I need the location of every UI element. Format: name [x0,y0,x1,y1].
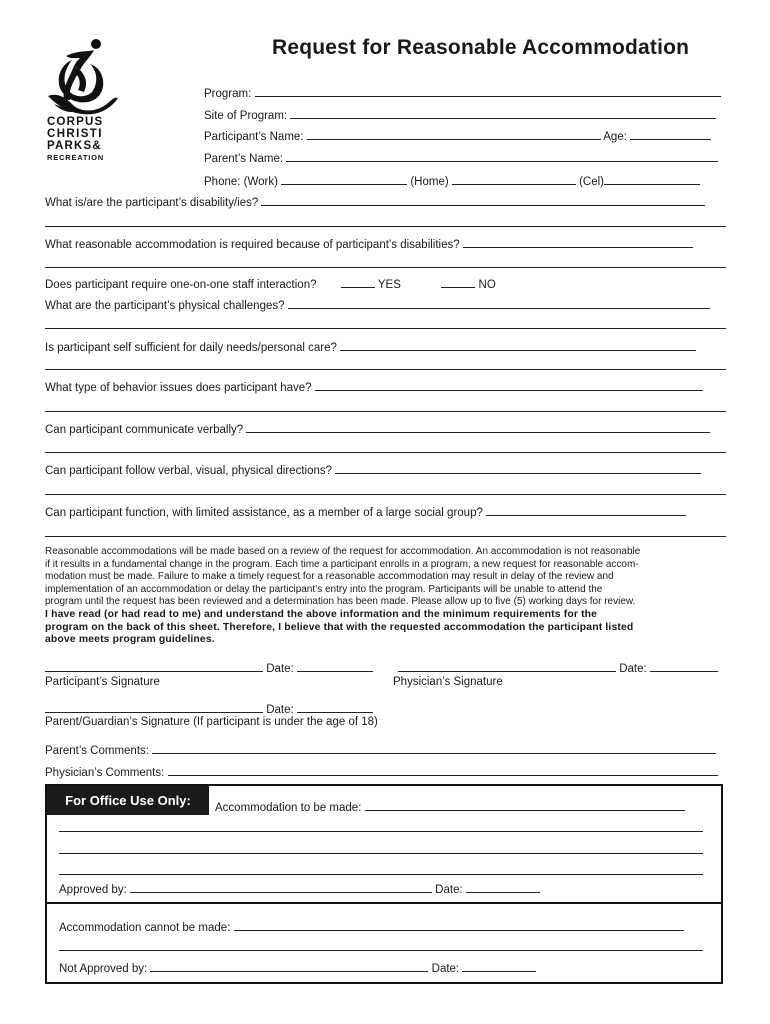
parent-name-field[interactable] [204,150,718,165]
phone-cel-input[interactable] [604,173,700,185]
phone-home-input[interactable] [452,173,576,185]
question-physical-label: What are the participant’s physical challenges? [45,300,285,312]
site-label: Site of Program: [204,110,288,122]
no-option: NO [478,279,496,291]
self-sufficient-input-line-2[interactable] [45,369,726,370]
policy-line: if it results in a fundamental change in the program. Each time a participant enrolls in a program, a new request for reasonable accom- [45,558,639,570]
participant-name-label: Participant’s Name: [204,131,304,143]
age-label: Age: [603,131,627,143]
behavior-input-line-2[interactable] [45,411,726,412]
parent-signature-field[interactable] [45,701,373,716]
acknowledgement-line: above meets program guidelines. [45,634,215,646]
social-group-input[interactable] [486,504,686,516]
cannot-be-made-line-2[interactable] [59,950,703,951]
physician-comments-field[interactable] [45,764,726,780]
program-input[interactable] [255,85,721,97]
not-approved-date-label: Date: [431,963,460,975]
acknowledgement-line: program on the back of this sheet. Therefore, I believe that with the requested accommodation the participant listed [45,621,634,633]
accommodation-made-label: Accommodation to be made: [215,802,362,814]
behavior-input[interactable] [315,379,703,391]
physical-input[interactable] [288,297,710,309]
physical-input-line-2[interactable] [45,328,726,329]
question-physical [45,297,726,313]
cannot-be-made-input[interactable] [234,919,684,931]
question-social-group-label: Can participant function, with limited assistance, as a member of a large social group? [45,507,483,519]
physician-date-label: Date: [619,663,647,675]
phone-cel-label: (Cel) [579,176,605,188]
acknowledgement-line: I have read (or had read to me) and understand the above information and the minimum requirements for the [45,608,598,620]
approved-by-label: Approved by: [59,884,127,896]
parent-date-input[interactable] [297,701,373,713]
not-approved-date-input[interactable] [462,960,536,972]
policy-line: modation must be made. Failure to make a timely request for a reasonable accommodation may result in delay of the review and [45,571,614,583]
parks-figure-icon [44,36,120,116]
parent-comments-input[interactable] [152,742,716,754]
question-one-on-one-label: Does participant require one-on-one staff interaction? [45,279,317,291]
disability-input-line-2[interactable] [45,226,726,227]
question-accommodation-label: What reasonable accommodation is required because of participant’s disabilities? [45,239,460,251]
parent-signature-input[interactable] [45,701,263,713]
parent-signature-label: Parent/Guardian’s Signature (If participant is under the age of 18) [45,716,378,728]
site-input[interactable] [290,107,716,119]
physician-signature-label: Physician’s Signature [393,676,503,688]
question-disability-label: What is/are the participant’s disability/ies? [45,197,259,209]
accommodation-made-input[interactable] [365,799,685,811]
approved-by-input[interactable] [130,881,432,893]
question-disability [45,194,726,210]
not-approved-by-input[interactable] [150,960,428,972]
question-behavior [45,379,726,395]
physician-signature-input[interactable] [398,660,616,672]
question-self-sufficient-label: Is participant self sufficient for daily needs/personal care? [45,342,337,354]
yes-option: YES [377,279,401,291]
no-blank[interactable] [441,276,475,288]
not-approved-by-field[interactable] [59,960,703,975]
accommodation-made-field[interactable] [215,799,685,814]
cannot-be-made-field[interactable] [59,919,703,934]
logo-line-3: PARKS& [47,140,102,152]
communicate-input-line-2[interactable] [45,452,726,453]
question-social-group [45,504,726,520]
question-communicate-label: Can participant communicate verbally? [45,424,244,436]
site-field[interactable] [204,107,716,122]
question-directions-label: Can participant follow verbal, visual, physical directions? [45,465,333,477]
not-approved-by-label: Not Approved by: [59,963,148,975]
logo-line-4: RECREATION [47,153,105,162]
parent-name-input[interactable] [286,150,718,162]
participant-name-field[interactable] [204,128,711,143]
approved-date-input[interactable] [466,881,540,893]
program-field[interactable] [204,85,721,100]
self-sufficient-input[interactable] [340,339,696,351]
question-behavior-label: What type of behavior issues does participant have? [45,382,312,394]
policy-paragraph [45,546,730,647]
parent-comments-label: Parent’s Comments: [45,745,149,757]
logo-line-1: CORPUS [47,116,104,128]
participant-signature-input[interactable] [45,660,263,672]
communicate-input[interactable] [246,421,710,433]
question-directions [45,462,726,478]
phone-work-input[interactable] [281,173,407,185]
cannot-be-made-label: Accommodation cannot be made: [59,922,231,934]
physician-comments-label: Physician’s Comments: [45,767,165,779]
office-use-divider [45,902,723,904]
question-self-sufficient [45,339,726,355]
disability-input[interactable] [261,194,705,206]
social-group-input-line-2[interactable] [45,536,726,537]
parent-comments-field[interactable] [45,742,726,758]
approved-by-field[interactable] [59,881,703,896]
accommodation-input-line-2[interactable] [45,267,726,268]
question-accommodation [45,236,726,252]
parent-name-label: Parent’s Name: [204,153,284,165]
question-communicate [45,421,726,437]
physician-signature-field[interactable] [398,660,718,675]
parent-date-label: Date: [266,704,294,716]
participant-date-input[interactable] [297,660,373,672]
page-title: Request for Reasonable Accommodation [272,36,690,59]
age-input[interactable] [630,128,711,140]
directions-input-line-2[interactable] [45,494,726,495]
policy-line: implementation of an accommodation or delay the participant’s entry into the program. Participants will be unable to attend the [45,583,603,595]
approved-date-label: Date: [435,884,463,896]
directions-input[interactable] [335,462,701,474]
phone-field[interactable] [204,173,700,188]
office-use-badge: For Office Use Only: [47,786,209,815]
accommodation-input[interactable] [463,236,693,248]
question-one-on-one [45,276,726,292]
policy-line: program until the request has been reviewed and a determination has been made. Please allow up to five (5) working days for review. [45,596,636,608]
logo-line-2: CHRISTI [47,128,103,140]
participant-signature-label: Participant’s Signature [45,676,160,688]
physician-date-input[interactable] [650,660,718,672]
accommodation-made-line-2[interactable] [59,831,703,832]
program-label: Program: [204,88,252,100]
participant-name-input[interactable] [307,128,601,140]
phone-work-label: Phone: (Work) [204,176,278,188]
physician-comments-input[interactable] [168,764,718,776]
accommodation-made-line-3[interactable] [59,853,703,854]
policy-line: Reasonable accommodations will be made based on a review of the request for accommodation. An accommodation is not reasonable [45,546,641,557]
accommodation-made-line-4[interactable] [59,874,703,875]
participant-signature-field[interactable] [45,660,373,675]
phone-home-label: (Home) [410,176,449,188]
participant-date-label: Date: [266,663,294,675]
yes-blank[interactable] [341,276,375,288]
